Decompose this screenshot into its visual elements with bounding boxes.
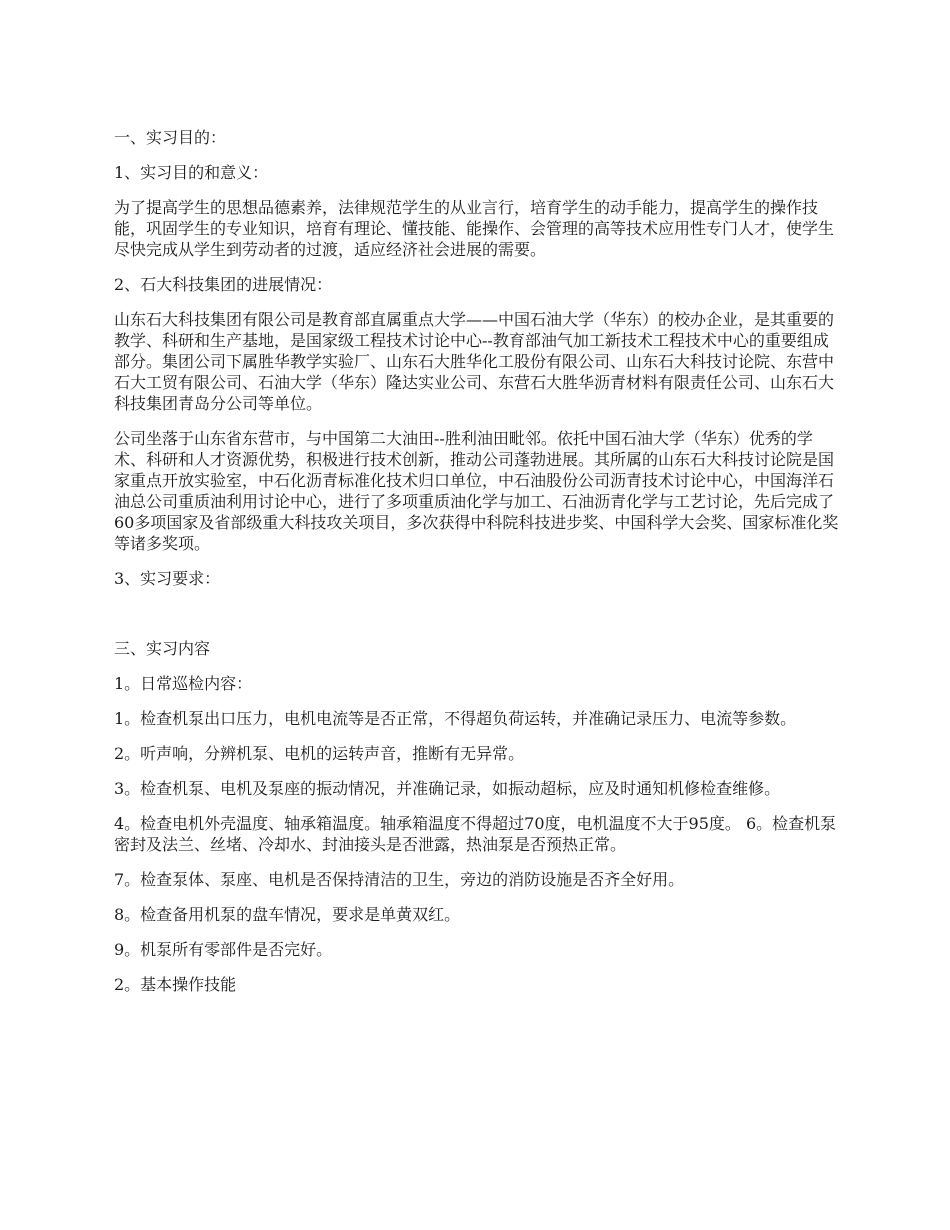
inspection-item-2: 2。听声响，分辨机泵、电机的运转声音，推断有无异常。 (114, 744, 525, 763)
subheading-company-development: 2、石大科技集团的进展情况： (114, 275, 333, 294)
inspection-item-7: 7。检查泵体、泵座、电机是否保持清洁的卫生，旁边的消防设施是否齐全好用。 (114, 870, 685, 889)
paragraph-company-overview: 山东石大科技集团有限公司是教育部直属重点大学——中国石油大学（华东）的校办企业，是其重要的教学、科研和生产基地，是国家级工程技术讨论中心--教育部油气加工新技术工程技术中心的重要组成部分。集团公司下属胜华教学实验厂、山东石大胜华化工股份有限公司、山东石大科技讨论院、东营中石大工贸有限公司、石油大学（华东）隆达实业公司、东营石大胜华沥青材料有限责任公司、山东石大科技集团青岛分公司等单位。 (114, 310, 835, 413)
section-spacer (114, 603, 842, 638)
subheading-daily-inspection: 1。日常巡检内容： (114, 674, 253, 693)
section-heading-content: 三、实习内容 (114, 639, 211, 658)
subheading-internship-requirements: 3、实习要求： (114, 569, 221, 588)
inspection-item-9: 9。机泵所有零部件是否完好。 (114, 940, 333, 959)
inspection-item-8: 8。检查备用机泵的盘车情况，要求是单黄双红。 (114, 905, 461, 924)
paragraph-purpose-meaning: 为了提高学生的思想品德素养，法律规范学生的从业言行，培育学生的动手能力，提高学生的操作技能，巩固学生的专业知识，培育有理论、懂技能、能操作、会管理的高等技术应用性专门人才，使学生尽快完成从学生到劳动者的过渡，适应经济社会进展的需要。 (114, 198, 835, 259)
inspection-item-1: 1。检查机泵出口压力，电机电流等是否正常，不得超负荷运转，并准确记录压力、电流等参数。 (114, 709, 797, 728)
inspection-item-4: 4。检查电机外壳温度、轴承箱温度。轴承箱温度不得超过70度，电机温度不大于95度。 6。检查机泵密封及法兰、丝堵、冷却水、封油接头是否泄露，热油泵是否预热正常。 (114, 814, 837, 854)
subheading-basic-skills: 2。基本操作技能 (114, 975, 237, 994)
subheading-purpose-meaning: 1、实习目的和意义： (114, 163, 269, 182)
inspection-item-3: 3。检查机泵、电机及泵座的振动情况，并准确记录，如振动超标，应及时通知机修检查维修。 (114, 779, 781, 798)
document-page (114, 127, 842, 1009)
section-heading-purpose: 一、实习目的： (114, 128, 227, 147)
paragraph-company-location: 公司坐落于山东省东营市，与中国第二大油田--胜利油田毗邻。依托中国石油大学（华东）优秀的学术、科研和人才资源优势，积极进行技术创新，推动公司蓬勃进展。其所属的山东石大科技讨论院是国家重点开放实验室，中石化沥青标准化技术归口单位，中石油股份公司沥青技术讨论中心，中国海洋石油总公司重质油利用讨论中心，进行了多项重质油化学与加工、石油沥青化学与工艺讨论，先后完成了60多项国家及省部级重大科技攻关项目，多次获得中科院科技进步奖、中国科学大会奖、国家标准化奖等诸多奖项。 (114, 429, 839, 553)
